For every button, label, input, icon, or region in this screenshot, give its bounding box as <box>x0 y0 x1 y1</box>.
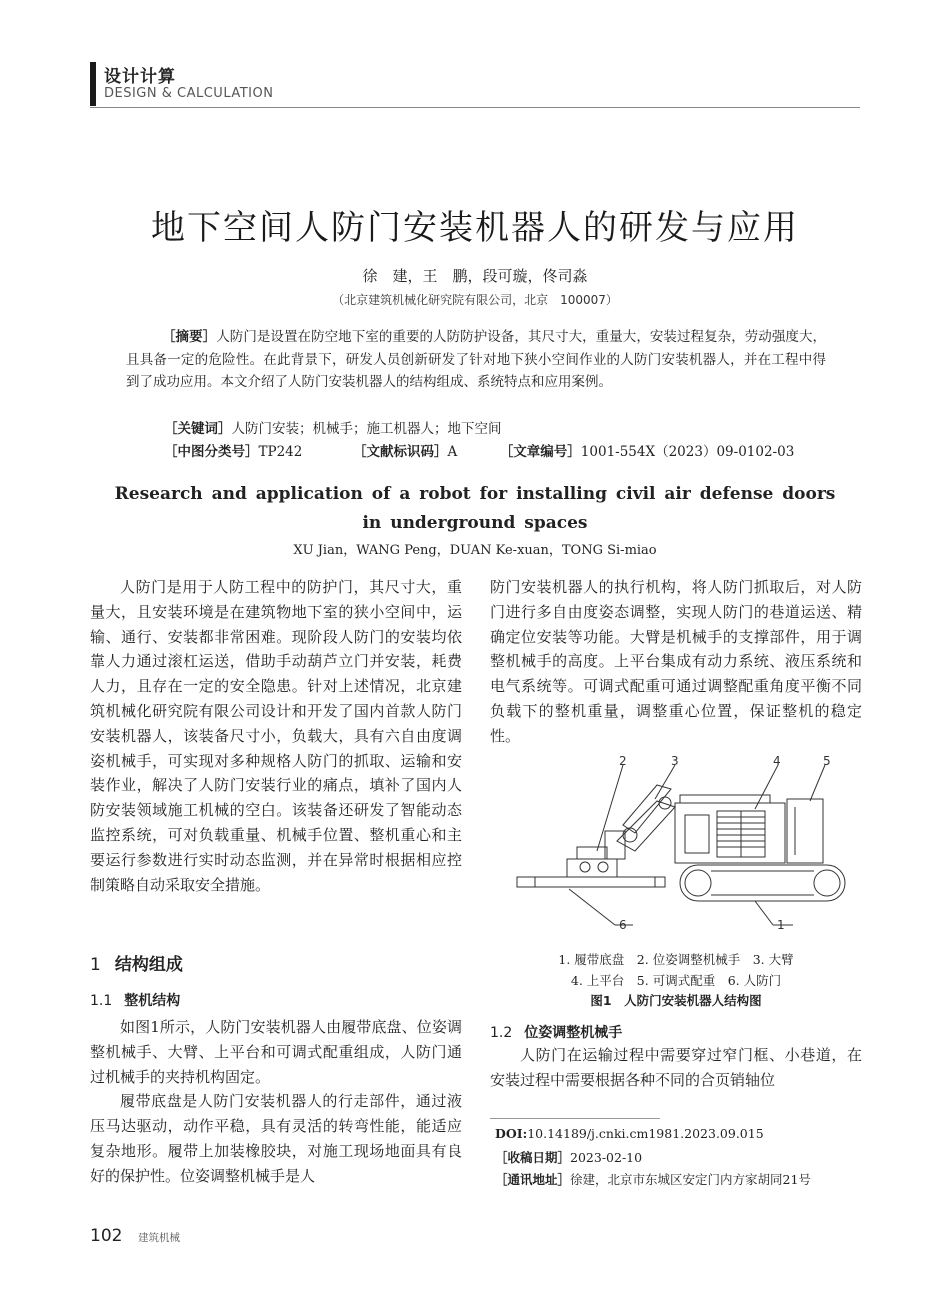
platform-outline <box>675 803 785 863</box>
section-1-2-number: 1.2 <box>490 1025 513 1041</box>
keywords-label: ［关键词］ <box>164 421 232 437</box>
section-1-2-heading <box>490 1022 622 1042</box>
affiliation: （北京建筑机械化研究院有限公司，北京 100007） <box>332 293 618 307</box>
section-1-number: 1 <box>90 955 101 975</box>
paper-title: 地下空间人防门安装机器人的研发与应用 <box>151 208 799 248</box>
left-column <box>90 575 462 897</box>
figure-caption-line1: 1. 履带底盘 2. 位姿调整机械手 3. 大臂 <box>558 952 794 967</box>
intro-paragraph: 人防门是用于人防工程中的防护门，其尺寸大，重量大，且安装环境是在建筑物地下室的狭小空间中，运输、通行、安装都非常困难。现阶段人防门的安装均依靠人力通过滚杠运送，借助手动葫芦立门并安装，耗费人力，且存在一定的安全隐患。针对上述情况，北京建筑机械化研究院有限公司设计和开发了国内首款人防门安装机器人，该装备尺寸小，负载大，具有六自由度调姿机械手，可实现对多种规格人防门的抓取、运输和安装作业，解决了人防门安装行业的痛点，填补了国内人防安装领域施工机械的空白。该装备还研发了智能动态监控系统，可对负载重量、机械手位置、整机重心和主要运行参数进行实时动态监测，并在异常时根据相应控制策略自动采取安全措施。 <box>90 578 462 894</box>
keywords-text: 人防门安装；机械手；施工机器人；地下空间 <box>231 421 502 437</box>
manipulator-body <box>567 859 617 877</box>
left-column-lower <box>90 1015 462 1189</box>
keywords <box>164 417 502 437</box>
article-no-label: ［文章编号］ <box>499 444 581 460</box>
received-line <box>495 1148 642 1166</box>
paragraph-manipulator: 人防门在运输过程中需要穿过窄门框、小巷道，在安装过程中需要根据各种不同的合页销轴位 <box>490 1046 862 1089</box>
figure-label-6: 6 <box>619 918 627 932</box>
authors: 徐 建，王 鹏，段可璇，佟司淼 <box>362 267 588 285</box>
clc-label: ［中图分类号］ <box>164 444 259 460</box>
section-1-title: 结构组成 <box>114 955 183 975</box>
classification <box>164 440 794 460</box>
section-1-1-heading <box>90 990 180 1010</box>
abstract-text: 人防门是设置在防空地下室的重要的人防防护设备，其尺寸大，重量大，安装过程复杂，劳动强度大，且具备一定的危险性。在此背景下，研发人员创新研发了针对地下狭小空间作业的人防门安装机器人，并在工程中得到了成功应用。本文介绍了人防门安装机器人的结构组成、系统特点和应用案例。 <box>126 329 827 390</box>
paragraph-structure: 如图1所示，人防门安装机器人由履带底盘、位姿调整机械手、大臂、上平台和可调式配重组成，人防门通过机械手的夹持机构固定。 <box>90 1018 462 1086</box>
received-value: 2023-02-10 <box>570 1150 643 1165</box>
abstract <box>126 326 826 394</box>
figure-label-3: 3 <box>671 755 679 768</box>
right-column-lower <box>490 1043 862 1093</box>
doi-line <box>495 1126 764 1141</box>
figure-title: 图1 人防门安装机器人结构图 <box>590 993 762 1008</box>
address-value: 徐建，北京市东城区安定门内方家胡同21号 <box>570 1172 811 1187</box>
section-1-1-title: 整机结构 <box>124 993 181 1009</box>
received-label: ［收稿日期］ <box>495 1150 571 1165</box>
section-title-cn: 设计计算 <box>104 67 176 87</box>
paragraph-chassis: 履带底盘是人防门安装机器人的行走部件，通过液压马达驱动，动作平稳，具有灵活的转弯性能，能适应复杂地形。履带上加装橡胶块，对施工现场地面具有良好的保护性。位姿调整机械手是人 <box>90 1092 462 1185</box>
section-title-en: DESIGN & CALCULATION <box>104 86 274 101</box>
robot-structure-figure <box>505 755 850 935</box>
journal-name: 建筑机械 <box>138 1232 180 1244</box>
abstract-label: ［摘要］ <box>162 329 217 345</box>
address-line <box>495 1170 811 1188</box>
english-title-line2: in underground spaces <box>362 513 588 533</box>
figure-label-4: 4 <box>773 755 781 768</box>
section-1-1-number: 1.1 <box>90 993 113 1009</box>
figure-label-1: 1 <box>777 918 785 932</box>
right-column-top <box>490 575 862 749</box>
header-rule <box>90 107 860 108</box>
paragraph-continued: 防门安装机器人的执行机构，将人防门抓取后，对人防门进行多自由度姿态调整，实现人防门的巷道运送、精确定位安装等功能。大臂是机械手的支撑部件，用于调整机械手的高度。上平台集成有动力系统、液压系统和电气系统等。可调式配重可通过调整配重角度平衡不同负载下的整机重量，调整重心位置，保证整机的稳定性。 <box>490 578 862 745</box>
figure-caption-line2: 4. 上平台 5. 可调式配重 6. 人防门 <box>570 973 782 988</box>
door-outline <box>517 877 665 887</box>
page-number: 102 <box>90 1226 123 1246</box>
section-1-2-title: 位姿调整机械手 <box>524 1025 623 1041</box>
figure-label-5: 5 <box>823 755 831 768</box>
english-authors: XU Jian，WANG Peng，DUAN Ke-xuan，TONG Si-miao <box>293 543 657 558</box>
doi-label: DOI: <box>495 1126 528 1141</box>
address-label: ［通讯地址］ <box>495 1172 571 1187</box>
counterweight-outline <box>787 799 823 863</box>
header-bar <box>90 62 96 106</box>
english-title-line1: Research and application of a robot for installing civil air defense doors <box>114 484 836 504</box>
clc-value: TP242 <box>258 444 303 460</box>
english-title <box>0 480 950 538</box>
doc-code-label: ［文献标识码］ <box>352 444 448 460</box>
doi-value: 10.14189/j.cnki.cm1981.2023.09.015 <box>527 1126 764 1141</box>
track-chassis-outline <box>680 865 845 901</box>
doc-code-value: A <box>447 444 458 460</box>
section-1-heading <box>90 950 183 975</box>
footnote-rule <box>490 1118 660 1119</box>
article-no-value: 1001-554X（2023）09-0102-03 <box>580 444 795 460</box>
figure-label-2: 2 <box>619 755 627 768</box>
